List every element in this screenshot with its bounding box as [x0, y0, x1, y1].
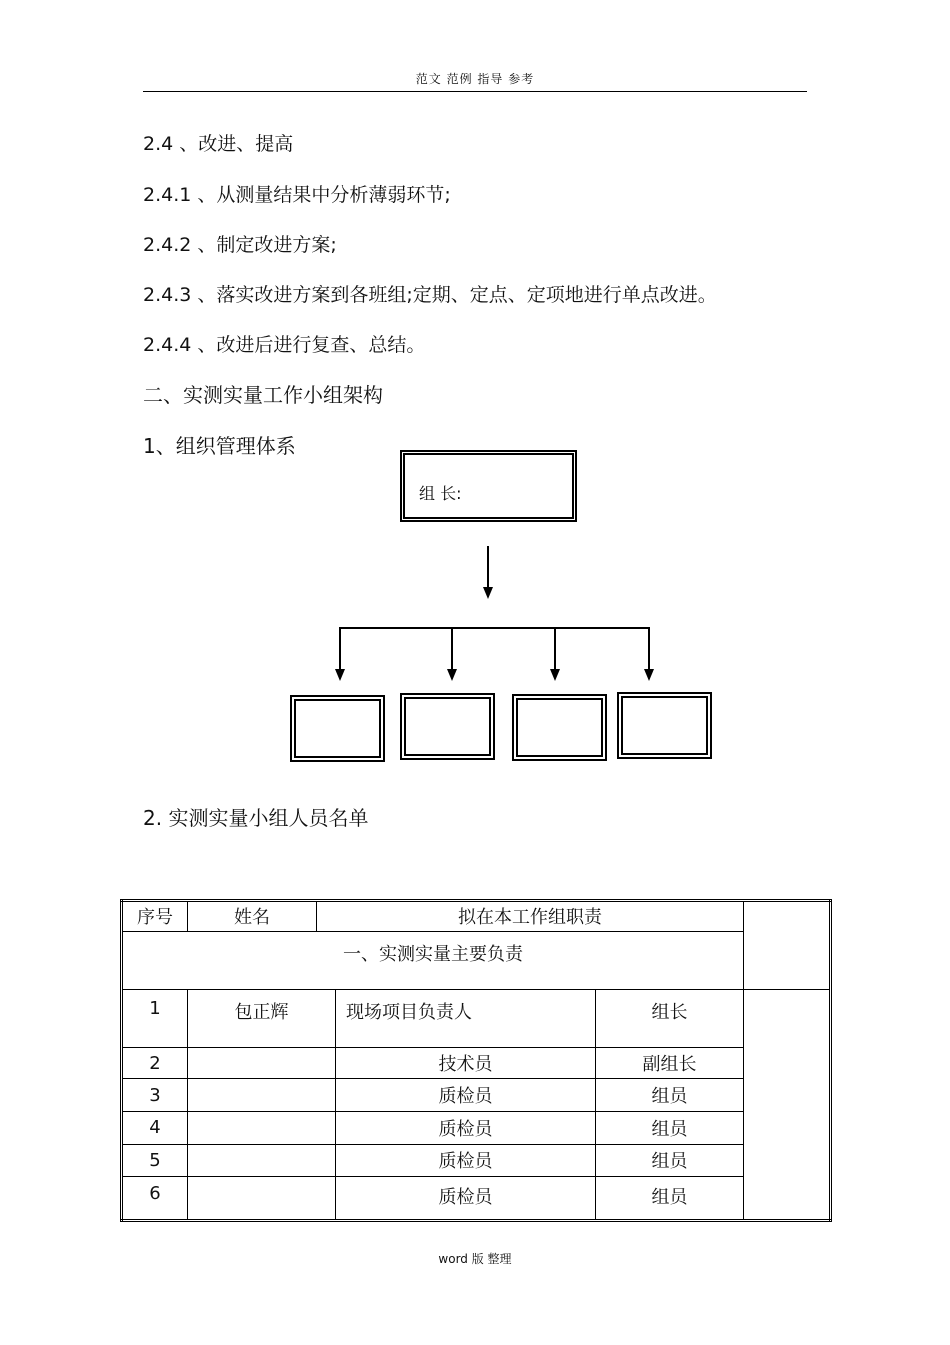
trunk-arrowhead — [483, 587, 493, 599]
table-row — [122, 989, 831, 1047]
item-2-4-4: 2.4.4 、改进后进行复查、总结。 — [143, 334, 426, 356]
branch-line-1 — [339, 627, 341, 670]
section-row-label: 一、实测实量主要负责 — [122, 931, 744, 989]
page-footer: word 版 整理 — [438, 1252, 512, 1266]
cell-index: 1 — [122, 989, 188, 1047]
cell-index: 6 — [122, 1177, 188, 1221]
cell-duty: 质检员 — [336, 1144, 596, 1177]
section-2-title: 2. 实测实量小组人员名单 — [143, 806, 369, 830]
cell-duty: 质检员 — [336, 1177, 596, 1221]
cell-index: 2 — [122, 1047, 188, 1079]
cell-index: 5 — [122, 1144, 188, 1177]
table-header-row — [122, 901, 831, 932]
cell-role: 组员 — [596, 1111, 744, 1144]
cell-name — [188, 1111, 336, 1144]
trunk-line — [487, 546, 489, 588]
branch-line-2 — [451, 627, 453, 670]
page-header: 范文 范例 指导 参考 — [415, 72, 535, 86]
table-row — [122, 1177, 831, 1221]
blank-side-cell — [744, 901, 831, 990]
cell-name — [188, 1177, 336, 1221]
branch-arrowhead-4 — [644, 669, 654, 681]
item-2-4-3: 2.4.3 、落实改进方案到各班组;定期、定点、定项地进行单点改进。 — [143, 284, 717, 306]
cell-role: 组员 — [596, 1079, 744, 1112]
cell-index: 3 — [122, 1079, 188, 1112]
cell-role: 组员 — [596, 1144, 744, 1177]
table-row — [122, 1079, 831, 1112]
leader-label: 组 长: — [419, 484, 462, 503]
cell-role: 组长 — [596, 989, 744, 1047]
roster-table — [120, 899, 832, 1222]
cell-index: 4 — [122, 1111, 188, 1144]
cell-name — [188, 1047, 336, 1079]
branch-arrowhead-1 — [335, 669, 345, 681]
cell-name — [188, 1079, 336, 1112]
cell-name — [188, 1144, 336, 1177]
branch-arrowhead-3 — [550, 669, 560, 681]
table-row — [122, 1111, 831, 1144]
cell-duty: 现场项目负责人 — [336, 989, 596, 1047]
item-2-4-1: 2.4.1 、从测量结果中分析薄弱环节; — [143, 184, 451, 206]
header-rule — [143, 91, 807, 92]
table-row — [122, 1047, 831, 1079]
branch-line-4 — [648, 627, 650, 670]
section-heading-2: 二、实测实量工作小组架构 — [143, 383, 383, 407]
blank-side-cell — [744, 989, 831, 1220]
member-box-3 — [512, 694, 607, 761]
cell-duty: 质检员 — [336, 1111, 596, 1144]
heading-2-4: 2.4 、改进、提高 — [143, 133, 294, 155]
cell-name: 包正辉 — [188, 989, 336, 1047]
branch-line-3 — [554, 627, 556, 670]
cell-duty: 技术员 — [336, 1047, 596, 1079]
header-name: 姓名 — [188, 901, 317, 932]
member-box-1 — [290, 695, 385, 762]
header-duty: 拟在本工作组职责 — [317, 901, 744, 932]
cell-role: 副组长 — [596, 1047, 744, 1079]
table-row — [122, 1144, 831, 1177]
leader-box — [400, 450, 577, 522]
header-index: 序号 — [122, 901, 188, 932]
cell-role: 组员 — [596, 1177, 744, 1221]
cell-duty: 质检员 — [336, 1079, 596, 1112]
item-2-4-2: 2.4.2 、制定改进方案; — [143, 234, 337, 256]
subsection-org-system: 1、组织管理体系 — [143, 434, 296, 458]
table-section-row — [122, 931, 831, 989]
branch-arrowhead-2 — [447, 669, 457, 681]
member-box-4 — [617, 692, 712, 759]
member-box-2 — [400, 693, 495, 760]
branch-bar — [339, 627, 650, 629]
